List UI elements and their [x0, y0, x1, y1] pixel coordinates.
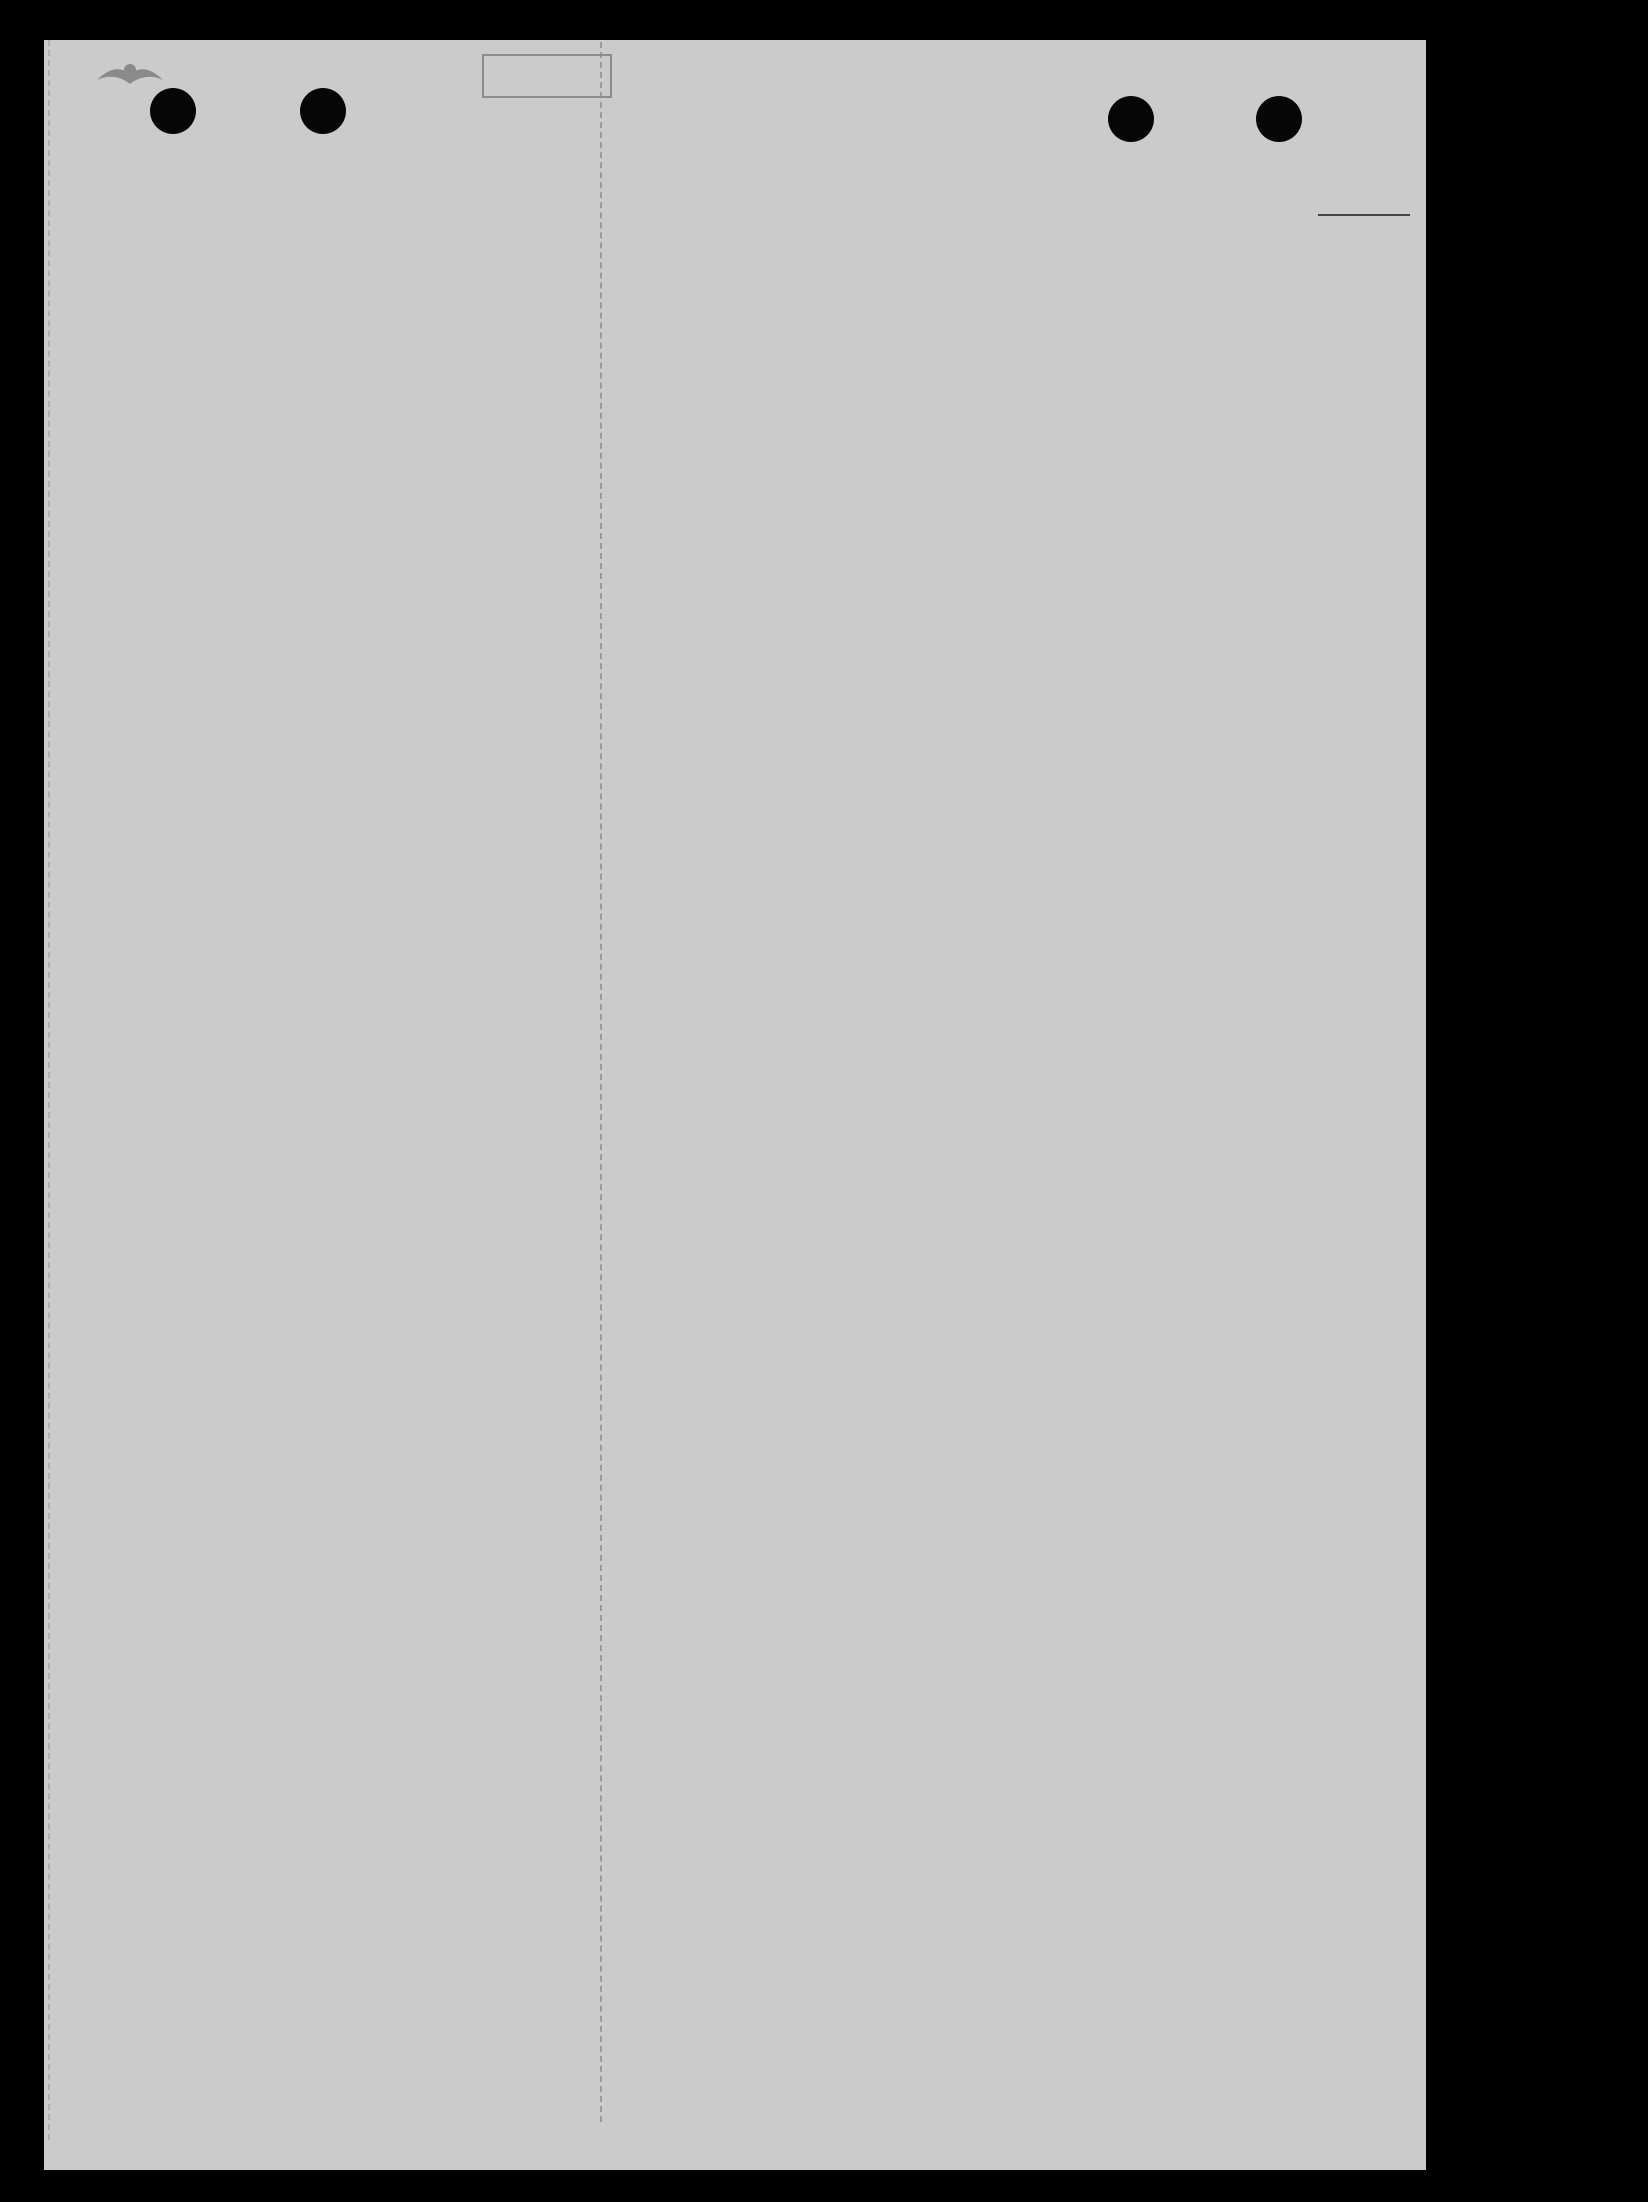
perforated-strip-line: [600, 42, 602, 2122]
icao-box: [482, 54, 612, 98]
klm-crown-logo-icon: [95, 58, 165, 92]
sheet-edge-perforation: [48, 40, 50, 2140]
punch-hole-icon: [1256, 96, 1302, 142]
punch-hole-icon: [150, 88, 196, 134]
manifest-sheet: [44, 40, 1426, 2170]
punch-hole-icon: [1108, 96, 1154, 142]
corner-underline: [1318, 214, 1410, 216]
punch-hole-icon: [300, 88, 346, 134]
